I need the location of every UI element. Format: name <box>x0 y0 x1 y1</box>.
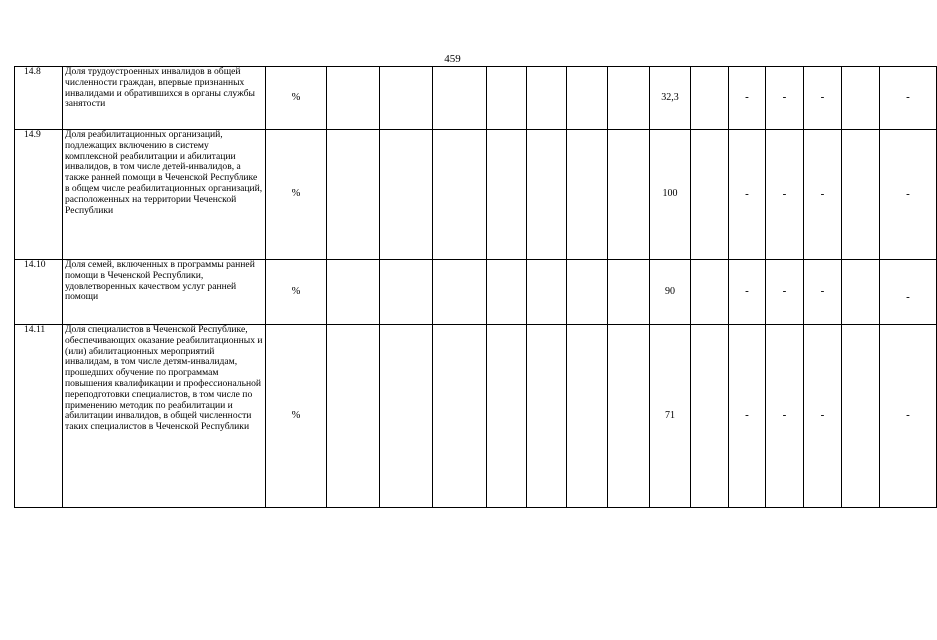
empty-cell <box>527 325 567 508</box>
indicator-name: Доля реабилитационных организаций, подлежащих включению в систему комплексной реабилитации и абилитации инвалидов, в том числе детей-инвалидов, а также ранней помощи в Чеченской Республике в общем числе реабилитационных организаций, расположенных на территории Чеченской Республики <box>63 130 266 260</box>
dash-cell <box>880 67 937 130</box>
empty-cell <box>567 260 608 325</box>
dash-cell <box>804 67 842 130</box>
empty-cell <box>433 67 487 130</box>
unit-value: % <box>291 188 301 200</box>
dash-value: - <box>782 187 787 200</box>
dash-value: - <box>820 409 825 422</box>
empty-cell <box>487 260 527 325</box>
empty-cell <box>567 130 608 260</box>
dash-cell <box>880 325 937 508</box>
dash-cell <box>766 67 804 130</box>
empty-cell <box>842 325 880 508</box>
page-number: 459 <box>444 53 461 65</box>
dash-cell <box>766 325 804 508</box>
empty-cell <box>327 325 380 508</box>
empty-cell <box>842 67 880 130</box>
empty-cell <box>380 67 433 130</box>
dash-cell <box>729 325 766 508</box>
dash-value: - <box>906 291 910 304</box>
empty-cell <box>608 130 650 260</box>
empty-cell <box>433 325 487 508</box>
dash-cell <box>880 260 937 325</box>
indicator-name: Доля семей, включенных в программы ранней помощи в Чеченской Республики, удовлетворенных качеством услуг ранней помощи <box>63 260 266 325</box>
empty-cell <box>608 67 650 130</box>
unit-cell <box>266 130 327 260</box>
target-value: 100 <box>662 188 678 200</box>
row-number: 14.9 <box>15 130 63 260</box>
empty-cell <box>527 67 567 130</box>
empty-cell <box>380 325 433 508</box>
empty-cell <box>327 67 380 130</box>
empty-cell <box>327 260 380 325</box>
empty-cell <box>527 260 567 325</box>
unit-value: % <box>291 409 301 421</box>
target-cell <box>650 130 691 260</box>
dash-value: - <box>906 187 910 200</box>
dash-value: - <box>782 285 787 298</box>
dash-cell <box>804 130 842 260</box>
unit-value: % <box>291 91 301 103</box>
dash-value: - <box>782 409 787 422</box>
empty-cell <box>608 260 650 325</box>
dash-cell <box>880 130 937 260</box>
table-row <box>15 130 937 260</box>
empty-cell <box>608 325 650 508</box>
empty-cell <box>691 260 729 325</box>
dash-cell <box>729 67 766 130</box>
empty-cell <box>380 130 433 260</box>
dash-cell <box>729 130 766 260</box>
empty-cell <box>487 67 527 130</box>
empty-cell <box>380 260 433 325</box>
unit-cell <box>266 325 327 508</box>
indicator-name: Доля специалистов в Чеченской Республике, обеспечивающих оказание реабилитационных и (или) абилитационных мероприятий инвалидам, в том числе детям-инвалидам, прошедших обучение по программам повышения квалификации и профессиональной переподготовки специалистов, в том числе по применению методик по реабилитации и абилитации инвалидов, в общей численности таких специалистов в Чеченской Республики <box>63 325 266 508</box>
row-number: 14.11 <box>15 325 63 508</box>
empty-cell <box>487 325 527 508</box>
row-number: 14.8 <box>15 67 63 130</box>
target-cell <box>650 325 691 508</box>
dash-value: - <box>906 91 910 104</box>
dash-value: - <box>820 285 825 298</box>
dash-cell <box>804 260 842 325</box>
row-number: 14.10 <box>15 260 63 325</box>
unit-cell <box>266 67 327 130</box>
empty-cell <box>691 325 729 508</box>
dash-value: - <box>745 285 749 298</box>
table-row <box>15 260 937 325</box>
unit-value: % <box>291 285 301 297</box>
dash-value: - <box>906 409 910 422</box>
empty-cell <box>842 130 880 260</box>
dash-value: - <box>782 91 787 104</box>
dash-value: - <box>745 91 749 104</box>
dash-cell <box>729 260 766 325</box>
target-cell <box>650 67 691 130</box>
dash-value: - <box>745 409 749 422</box>
empty-cell <box>567 67 608 130</box>
dash-value: - <box>820 187 825 200</box>
empty-cell <box>433 130 487 260</box>
dash-cell <box>766 130 804 260</box>
table-row <box>15 67 937 130</box>
empty-cell <box>487 130 527 260</box>
indicator-name: Доля трудоустроенных инвалидов в общей численности граждан, впервые признанных инвалидами и обратившихся в органы службы занятости <box>63 67 266 130</box>
empty-cell <box>327 130 380 260</box>
empty-cell <box>527 130 567 260</box>
empty-cell <box>567 325 608 508</box>
unit-cell <box>266 260 327 325</box>
target-cell <box>650 260 691 325</box>
target-value: 90 <box>665 285 675 297</box>
empty-cell <box>691 130 729 260</box>
dash-cell <box>766 260 804 325</box>
target-value: 32,3 <box>661 91 679 103</box>
dash-value: - <box>745 187 749 200</box>
dash-value: - <box>820 91 825 104</box>
empty-cell <box>433 260 487 325</box>
empty-cell <box>842 260 880 325</box>
dash-cell <box>804 325 842 508</box>
empty-cell <box>691 67 729 130</box>
indicator-table <box>14 66 937 508</box>
table-row <box>15 325 937 508</box>
target-value: 71 <box>665 409 675 421</box>
